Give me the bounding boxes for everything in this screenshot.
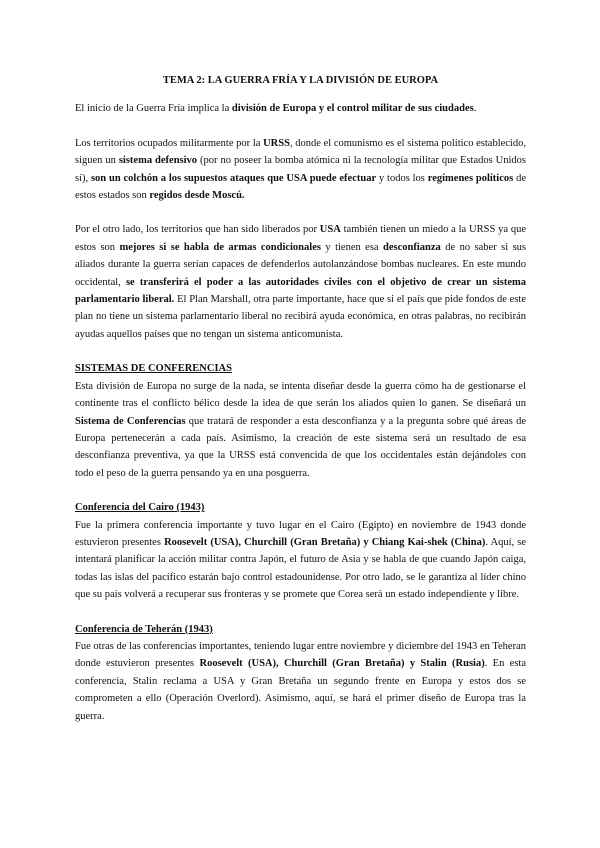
- paragraph-usa: [75, 221, 526, 343]
- paragraph-conferencias: [75, 378, 526, 482]
- text-run: El inicio de la Guerra Fría implica la: [75, 103, 232, 115]
- bold-run: USA: [319, 224, 341, 236]
- text-run: de estos estados son: [75, 172, 526, 202]
- subheading-cairo: Conferencia del Cairo (1943): [75, 502, 205, 514]
- bold-run: sistema defensivo: [118, 155, 198, 167]
- subheading-teheran: Conferencia de Teherán (1943): [75, 623, 213, 635]
- paragraph-intro: [75, 100, 526, 117]
- text-run: Por el otro lado, los territorios que han sido liberados por: [75, 224, 320, 236]
- text-run: .: [473, 103, 477, 115]
- text-run: El Plan Marshall, otra parte importante, hace que si el país que pide fondos de este plan no tiene un sistema parlamentario liberal no recibirá ayuda económica, en otras palabras, no recibirán ayudas aquellos países que no tengan un sistema anticomunista.: [75, 294, 527, 340]
- bold-run: Roosevelt (USA), Churchill (Gran Bretaña) y Stalin (Rusia): [199, 658, 485, 670]
- text-run: Los territorios ocupados militarmente por la: [75, 137, 264, 149]
- text-run: de no saber si sus aliados durante la guerra serían capaces de defenderlos autolanzándose bombas nucleares. En este mundo occidental,: [75, 241, 527, 288]
- bold-run: URSS: [263, 137, 290, 149]
- bold-run: regímenes políticos: [427, 172, 514, 184]
- bold-run: regidos desde Moscú.: [149, 190, 245, 202]
- text-run: , donde el comunismo es el sistema político establecido, siguen un: [75, 137, 526, 167]
- text-run: Fue otras de las conferencias importantes, teniendo lugar entre noviembre y diciembre del 1943 en Teheran donde estuvieron presentes: [75, 640, 526, 670]
- bold-run: Sistema de Conferencias: [75, 415, 186, 427]
- bold-run: son un colchón a los supuestos ataques que USA puede efectuar: [90, 172, 377, 184]
- bold-run: mejores si se habla de armas condicionales: [119, 241, 321, 253]
- section-heading-conferencias: SISTEMAS DE CONFERENCIAS: [75, 363, 232, 375]
- text-run: . En esta conferencia, Stalin reclama a USA y Gran Bretaña un segundo frente en Europa y estos dos se comprometen a ello (Operación Overlord). Asimismo, aquí, se hará el primer diseño de Europa tras la guerra.: [75, 658, 526, 722]
- text-run: Esta división de Europa no surge de la nada, se intenta diseñar desde la guerra cómo ha de gestionarse el continente tras el conflicto bélico desde la idea de que serán los aliados quien lo ganen. Se diseñará un: [75, 380, 526, 410]
- bold-run: división de Europa y el control militar de sus ciudades: [231, 103, 474, 115]
- bold-run: desconfianza: [383, 241, 441, 253]
- text-run: Fue la primera conferencia importante y tuvo lugar en el Cairo (Egipto) en noviembre de 1943 donde estuvieron presentes: [75, 519, 526, 548]
- text-run: también tienen un miedo a la URSS ya que estos son: [75, 224, 527, 253]
- document-title: TEMA 2: LA GUERRA FRÍA Y LA DIVISIÓN DE EUROPA: [162, 75, 439, 86]
- text-run: y tienen esa: [320, 241, 384, 253]
- text-run: (por no poseer la bomba atómica ni la tecnología militar que Estados Unidos sí),: [75, 155, 526, 184]
- paragraph-urss: [75, 135, 526, 205]
- paragraph-cairo: [75, 517, 526, 604]
- text-run: que tratará de responder a esta desconfianza y a la pregunta sobre qué áreas de Europa pertenecerán a cada país. Asimismo, la creación de este sistema será un resultado de esa desconfianza preventiva, ya que la URSS está convencida de que los occidentales están dejándoles con todo el peso de la guerra pensando ya en una posguerra.: [75, 415, 526, 479]
- text-run: . Aquí, se intentará planificar la acción militar contra Japón, el futuro de Asia y se habla de que cuando Japón caiga, todas las islas del pacífico estarán bajo control estadounidense. Por otro lado, se le garantiza al líder chino que su país volverá a recuperar sus fronteras y se promete que Corea será un estado independiente y libre.: [75, 536, 526, 601]
- text-run: y todos los: [376, 172, 428, 184]
- paragraph-teheran: [75, 638, 526, 725]
- bold-run: se transferirá el poder a las autoridades civiles con el objetivo de crear un sistema parlamentario liberal.: [75, 276, 526, 306]
- bold-run: Roosevelt (USA), Churchill (Gran Bretaña) y Chiang Kai-shek (China): [164, 536, 486, 548]
